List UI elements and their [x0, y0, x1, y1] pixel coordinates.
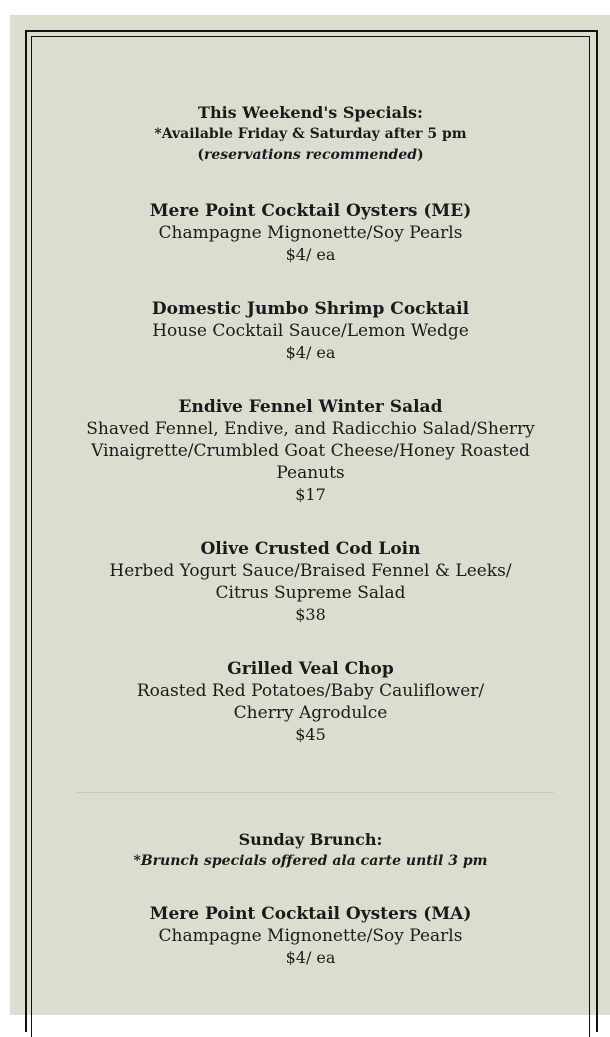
reservations-note: (reservations recommended)	[197, 147, 424, 163]
item-name: Endive Fennel Winter Salad	[178, 397, 443, 417]
item-description: Champagne Mignonette/Soy Pearls	[158, 223, 463, 243]
brunch-header	[32, 829, 589, 872]
item-description: Roasted Red Potatoes/Baby Cauliflower/	[136, 681, 485, 701]
menu-item	[32, 538, 589, 626]
item-name: Grilled Veal Chop	[227, 659, 394, 679]
item-description: Champagne Mignonette/Soy Pearls	[158, 926, 463, 946]
menu-item	[32, 658, 589, 746]
menu-page	[10, 15, 610, 1015]
item-description: Vinaigrette/Crumbled Goat Cheese/Honey Roasted	[91, 441, 530, 461]
item-description: Herbed Yogurt Sauce/Braised Fennel & Leeks/	[109, 561, 512, 581]
item-price: $4/ ea	[285, 948, 336, 967]
item-price: $17	[295, 485, 326, 504]
section-divider	[77, 792, 554, 793]
item-name: Mere Point Cocktail Oysters (ME)	[149, 201, 472, 221]
double-border-frame	[25, 30, 598, 1032]
weekend-title: This Weekend's Specials:	[198, 103, 423, 122]
item-name: Mere Point Cocktail Oysters (MA)	[149, 904, 472, 924]
item-description: House Cocktail Sauce/Lemon Wedge	[152, 321, 469, 341]
item-name: Domestic Jumbo Shrimp Cocktail	[151, 299, 470, 319]
menu-item	[32, 396, 589, 506]
item-price: $45	[295, 725, 326, 744]
item-description: Citrus Supreme Salad	[215, 583, 406, 603]
item-price: $4/ ea	[285, 245, 336, 264]
item-description: Peanuts	[276, 463, 345, 483]
item-price: $4/ ea	[285, 343, 336, 362]
item-description: Cherry Agrodulce	[233, 703, 388, 723]
menu-item	[32, 298, 589, 364]
item-price: $38	[295, 605, 326, 624]
brunch-title: Sunday Brunch:	[238, 830, 383, 849]
inner-border	[31, 36, 590, 1037]
weekend-availability: *Available Friday & Saturday after 5 pm	[154, 126, 467, 142]
weekend-specials-header	[32, 102, 589, 166]
item-description: Shaved Fennel, Endive, and Radicchio Salad/Sherry	[86, 419, 535, 439]
menu-item	[32, 903, 589, 969]
item-name: Olive Crusted Cod Loin	[200, 539, 421, 559]
menu-item	[32, 200, 589, 266]
brunch-note: *Brunch specials offered ala carte until 3 pm	[133, 853, 488, 869]
